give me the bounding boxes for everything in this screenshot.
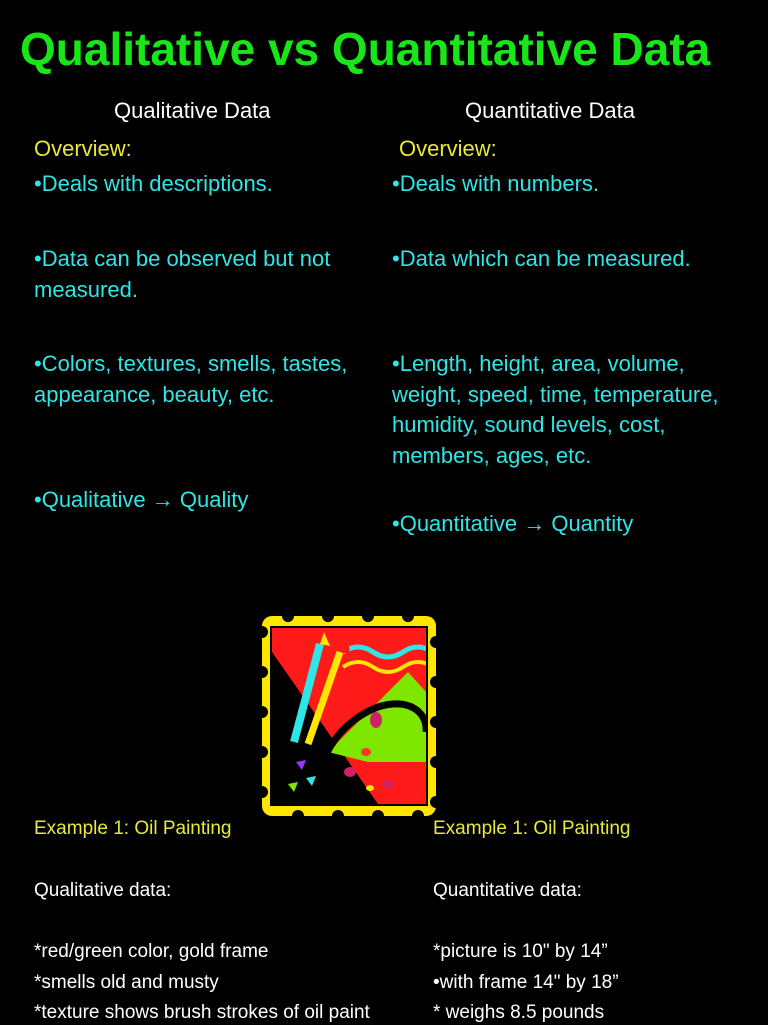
quantitative-bullet-4: •Quantitative → Quantity: [392, 511, 634, 536]
example-left-subtitle: Qualitative data:: [34, 880, 172, 901]
quantitative-bullet-2: •Data which can be measured.: [392, 246, 691, 271]
example-right-item-3: * weighs 8.5 pounds: [433, 1002, 605, 1023]
example-right-title: Example 1: Oil Painting: [433, 818, 631, 839]
quantitative-overview-label: Overview:: [399, 136, 497, 161]
quantitative-heading: Quantitative Data: [465, 98, 635, 123]
qualitative-bullet-3: •Colors, textures, smells, tastes, appearance, beauty, etc.: [34, 351, 348, 407]
qualitative-bullet-1: •Deals with descriptions.: [34, 171, 273, 196]
slide-title: Qualitative vs Quantitative Data: [20, 23, 711, 75]
example-right-item-2: •with frame 14" by 18”: [433, 972, 619, 993]
qualitative-bullet-2: •Data can be observed but not measured.: [34, 246, 331, 302]
example-right-item-1: *picture is 10" by 14”: [433, 941, 608, 962]
example-right-subtitle: Quantitative data:: [433, 880, 582, 901]
qualitative-bullet-4: •Qualitative → Quality: [34, 487, 249, 512]
example-left-item-2: *smells old and musty: [34, 972, 219, 993]
example-left-item-1: *red/green color, gold frame: [34, 941, 269, 962]
example-left-title: Example 1: Oil Painting: [34, 818, 232, 839]
quantitative-bullet-3: •Length, height, area, volume, weight, speed, time, temperature, humidity, sound levels, cost, members, ages, etc.: [392, 351, 719, 468]
qualitative-overview-label: Overview:: [34, 136, 132, 161]
quantitative-bullet-1: •Deals with numbers.: [392, 171, 600, 196]
qualitative-heading: Qualitative Data: [114, 98, 271, 123]
example-left-item-3: *texture shows brush strokes of oil paint: [34, 1002, 370, 1023]
oil-painting-clipart-icon: [258, 612, 440, 820]
